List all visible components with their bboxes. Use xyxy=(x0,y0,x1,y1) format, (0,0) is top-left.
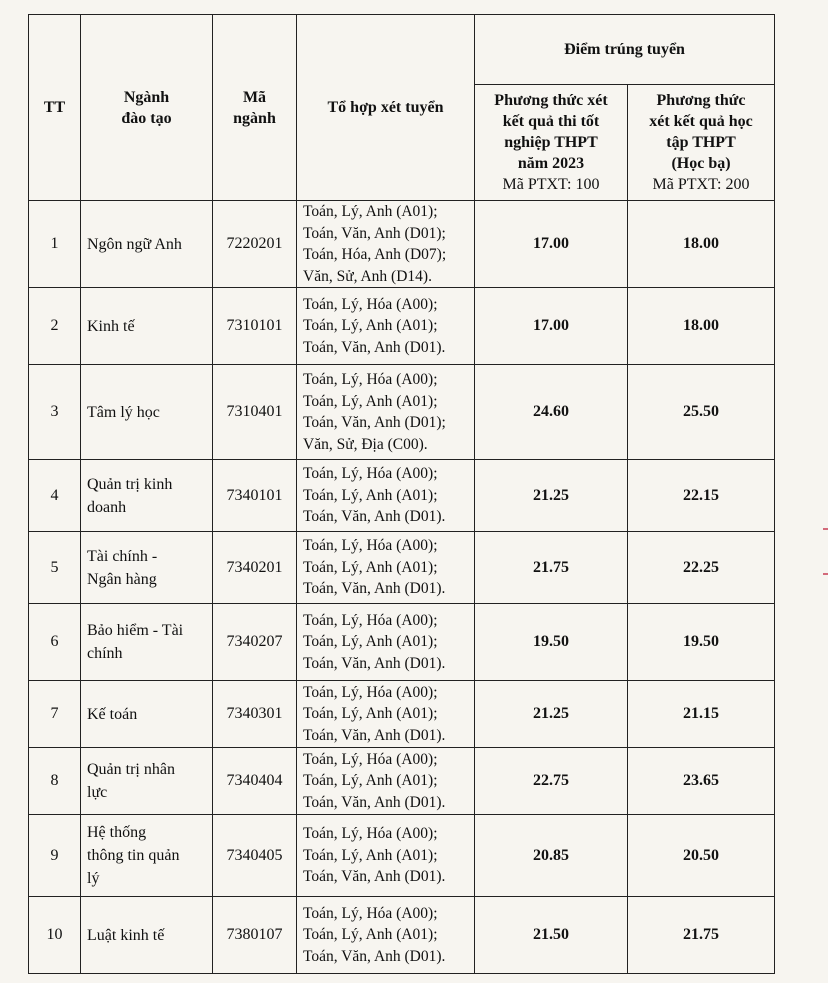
combination-line: Toán, Lý, Hóa (A00); xyxy=(303,904,438,922)
combination-line: Toán, Lý, Hóa (A00); xyxy=(303,295,438,313)
header-method-1-line: năm 2023 xyxy=(517,155,585,172)
score-exam: 24.60 xyxy=(475,365,628,460)
table-row xyxy=(29,604,775,681)
row-number: 9 xyxy=(29,815,81,897)
combination-line: Toán, Lý, Anh (A01); xyxy=(303,392,438,410)
combination-line: Toán, Văn, Anh (D01). xyxy=(303,338,446,356)
score-transcript: 22.25 xyxy=(628,532,775,604)
table-row xyxy=(29,748,775,815)
header-method-1-code: Mã PTXT: 100 xyxy=(502,176,600,193)
subject-combinations xyxy=(297,201,475,288)
major-name-line: Quản trị kinh xyxy=(87,475,173,493)
combination-line: Toán, Văn, Anh (D01). xyxy=(303,654,446,672)
major-name-line: Ngân hàng xyxy=(87,570,157,588)
score-exam: 22.75 xyxy=(475,748,628,815)
combination-line: Toán, Lý, Anh (A01); xyxy=(303,772,438,790)
combination-line: Toán, Văn, Anh (D01). xyxy=(303,868,446,886)
score-transcript: 21.75 xyxy=(628,897,775,974)
row-number: 5 xyxy=(29,532,81,604)
combination-line: Toán, Hóa, Anh (D07); xyxy=(303,246,447,263)
score-transcript: 20.50 xyxy=(628,815,775,897)
row-number: 3 xyxy=(29,365,81,460)
row-number: 8 xyxy=(29,748,81,815)
combination-line: Toán, Văn, Anh (D01). xyxy=(303,947,446,965)
score-exam: 20.85 xyxy=(475,815,628,897)
header-method-2-line: (Học bạ) xyxy=(671,155,731,172)
major-name-line: lực xyxy=(87,784,108,801)
subject-combinations xyxy=(297,532,475,604)
combination-line: Toán, Văn, Anh (D01). xyxy=(303,726,446,744)
score-transcript: 22.15 xyxy=(628,460,775,532)
header-tt: TT xyxy=(29,15,81,201)
table-row xyxy=(29,815,775,897)
major-name xyxy=(81,532,213,604)
header-method-1 xyxy=(475,85,628,201)
header-method-2 xyxy=(628,85,775,201)
major-name-line: Kinh tế xyxy=(87,317,135,335)
subject-combinations xyxy=(297,681,475,748)
header-major xyxy=(81,15,213,201)
header-major-line: đào tạo xyxy=(121,109,172,127)
table-row xyxy=(29,365,775,460)
combination-line: Toán, Lý, Anh (A01); xyxy=(303,846,438,864)
major-name xyxy=(81,897,213,974)
header-score-group: Điểm trúng tuyển xyxy=(475,15,775,85)
header-major-line: Ngành xyxy=(123,88,170,106)
row-number: 10 xyxy=(29,897,81,974)
combination-line: Toán, Văn, Anh (D01); xyxy=(303,414,446,431)
subject-combinations xyxy=(297,365,475,460)
combination-line: Toán, Lý, Hóa (A00); xyxy=(303,750,438,768)
major-name-line: thông tin quản xyxy=(87,847,180,864)
major-name-line: lý xyxy=(87,870,100,887)
major-name-line: Ngôn ngữ Anh xyxy=(87,235,182,253)
table-row xyxy=(29,897,775,974)
header-method-2-line: tập THPT xyxy=(666,134,736,151)
combination-line: Toán, Lý, Anh (A01); xyxy=(303,203,438,220)
major-code: 7340301 xyxy=(213,681,297,748)
score-transcript: 25.50 xyxy=(628,365,775,460)
major-name-line: doanh xyxy=(87,498,127,516)
score-exam: 17.00 xyxy=(475,288,628,365)
admission-scores-table xyxy=(28,14,775,974)
major-code: 7310401 xyxy=(213,365,297,460)
major-code: 7380107 xyxy=(213,897,297,974)
combination-line: Toán, Văn, Anh (D01). xyxy=(303,580,446,598)
combination-line: Toán, Lý, Anh (A01); xyxy=(303,633,438,651)
combination-line: Toán, Lý, Anh (A01); xyxy=(303,926,438,944)
subject-combinations xyxy=(297,815,475,897)
combination-line: Toán, Lý, Hóa (A00); xyxy=(303,371,438,388)
major-name-line: Kế toán xyxy=(87,705,138,723)
subject-combinations xyxy=(297,897,475,974)
row-number: 7 xyxy=(29,681,81,748)
major-name-line: chính xyxy=(87,645,123,662)
score-exam: 21.25 xyxy=(475,460,628,532)
score-transcript: 23.65 xyxy=(628,748,775,815)
combination-line: Văn, Sử, Địa (C00). xyxy=(303,435,428,453)
row-number: 1 xyxy=(29,201,81,288)
score-exam: 19.50 xyxy=(475,604,628,681)
score-exam: 21.25 xyxy=(475,681,628,748)
combination-line: Toán, Lý, Anh (A01); xyxy=(303,317,438,335)
major-name xyxy=(81,815,213,897)
row-number: 6 xyxy=(29,604,81,681)
header-method-2-code: Mã PTXT: 200 xyxy=(652,176,750,193)
header-method-1-line: kết quả thi tốt xyxy=(502,113,600,130)
combination-line: Văn, Sử, Anh (D14). xyxy=(303,267,432,285)
score-exam: 21.75 xyxy=(475,532,628,604)
major-code: 7340207 xyxy=(213,604,297,681)
combination-line: Toán, Văn, Anh (D01). xyxy=(303,793,446,811)
combination-line: Toán, Lý, Anh (A01); xyxy=(303,558,438,576)
major-name xyxy=(81,748,213,815)
subject-combinations xyxy=(297,748,475,815)
combination-line: Toán, Lý, Hóa (A00); xyxy=(303,611,438,629)
score-transcript: 18.00 xyxy=(628,288,775,365)
combination-line: Toán, Lý, Hóa (A00); xyxy=(303,825,438,843)
major-name xyxy=(81,201,213,288)
row-number: 4 xyxy=(29,460,81,532)
major-code: 7340404 xyxy=(213,748,297,815)
table-row xyxy=(29,532,775,604)
combination-line: Toán, Lý, Hóa (A00); xyxy=(303,465,438,483)
score-exam: 21.50 xyxy=(475,897,628,974)
major-name-line: Hệ thống xyxy=(87,824,147,841)
major-name xyxy=(81,288,213,365)
table-row xyxy=(29,201,775,288)
header-code xyxy=(213,15,297,201)
margin-mark xyxy=(823,573,828,575)
table-row xyxy=(29,288,775,365)
major-name-line: Quản trị nhân xyxy=(87,761,175,778)
major-name xyxy=(81,460,213,532)
table-body xyxy=(29,201,775,974)
major-code: 7340101 xyxy=(213,460,297,532)
major-code: 7340201 xyxy=(213,532,297,604)
combination-line: Toán, Văn, Anh (D01); xyxy=(303,224,446,242)
header-method-1-line: nghiệp THPT xyxy=(504,134,598,151)
row-number: 2 xyxy=(29,288,81,365)
major-name-line: Tâm lý học xyxy=(87,403,160,421)
score-transcript: 21.15 xyxy=(628,681,775,748)
header-combo: Tổ hợp xét tuyển xyxy=(297,15,475,201)
combination-line: Toán, Lý, Hóa (A00); xyxy=(303,683,438,701)
header-method-1-line: Phương thức xét xyxy=(494,92,608,109)
header-code-line: Mã xyxy=(242,88,267,106)
header-method-2-line: xét kết quả học xyxy=(649,113,753,130)
subject-combinations xyxy=(297,460,475,532)
score-exam: 17.00 xyxy=(475,201,628,288)
combination-line: Toán, Lý, Anh (A01); xyxy=(303,486,438,504)
table-row xyxy=(29,460,775,532)
table-row xyxy=(29,681,775,748)
major-name-line: Luật kinh tế xyxy=(87,926,165,944)
major-code: 7220201 xyxy=(213,201,297,288)
combination-line: Toán, Lý, Hóa (A00); xyxy=(303,537,438,555)
major-code: 7310101 xyxy=(213,288,297,365)
subject-combinations xyxy=(297,604,475,681)
major-name xyxy=(81,365,213,460)
header-method-2-line: Phương thức xyxy=(656,92,746,109)
combination-line: Toán, Lý, Anh (A01); xyxy=(303,705,438,723)
subject-combinations xyxy=(297,288,475,365)
major-name xyxy=(81,604,213,681)
margin-mark xyxy=(823,528,828,530)
major-name-line: Bảo hiểm - Tài xyxy=(87,622,184,639)
score-transcript: 19.50 xyxy=(628,604,775,681)
major-code: 7340405 xyxy=(213,815,297,897)
score-transcript: 18.00 xyxy=(628,201,775,288)
header-row-top xyxy=(29,15,775,85)
major-name xyxy=(81,681,213,748)
header-code-line: ngành xyxy=(233,109,276,127)
major-name-line: Tài chính - xyxy=(87,547,158,565)
combination-line: Toán, Văn, Anh (D01). xyxy=(303,508,446,526)
